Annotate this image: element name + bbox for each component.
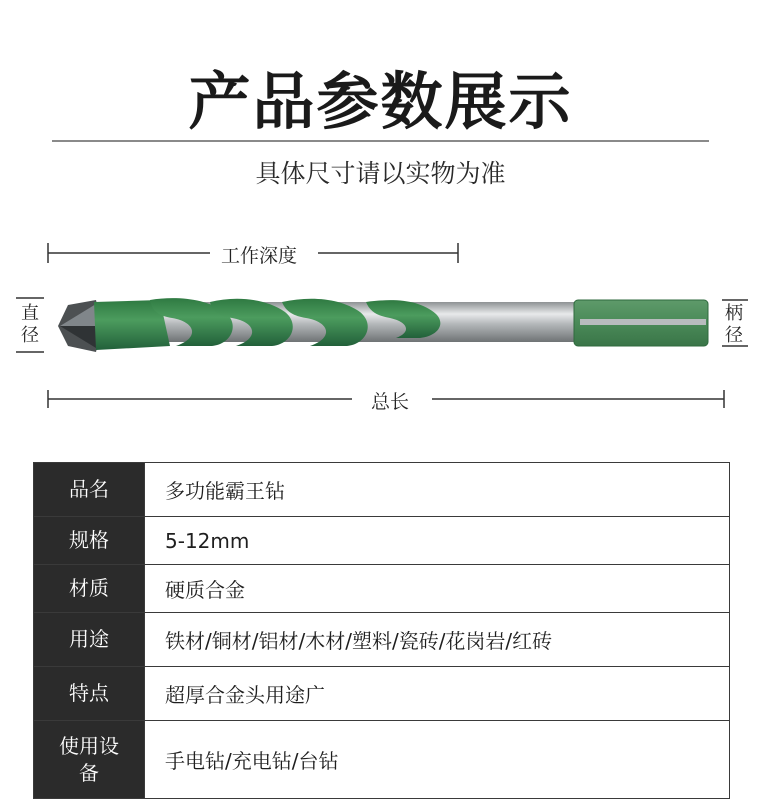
param-key: 用途 xyxy=(34,613,145,667)
diameter-label: 直径 xyxy=(21,303,39,346)
param-key: 品名 xyxy=(34,463,145,517)
param-key: 材质 xyxy=(34,565,145,613)
param-key: 使用设备 xyxy=(34,721,145,799)
param-key: 规格 xyxy=(34,517,145,565)
params-table xyxy=(33,462,730,799)
param-value: 硬质合金 xyxy=(145,565,730,613)
drill-shank xyxy=(574,300,708,346)
table-row xyxy=(34,565,730,613)
param-key: 特点 xyxy=(34,667,145,721)
param-value: 铁材/铜材/铝材/木材/塑料/瓷砖/花岗岩/红砖 xyxy=(145,613,730,667)
table-row xyxy=(34,613,730,667)
total-length-label: 总长 xyxy=(371,387,409,414)
table-row xyxy=(34,667,730,721)
param-value: 超厚合金头用途广 xyxy=(145,667,730,721)
param-value: 5-12mm xyxy=(145,517,730,565)
shank-label: 柄径 xyxy=(725,303,743,346)
page-title: 产品参数展示 xyxy=(188,65,573,138)
table-row xyxy=(34,517,730,565)
table-row xyxy=(34,463,730,517)
param-value: 多功能霸王钻 xyxy=(145,463,730,517)
param-value: 手电钻/充电钻/台钻 xyxy=(145,721,730,799)
page-subtitle: 具体尺寸请以实物为准 xyxy=(255,159,506,188)
table-row xyxy=(34,721,730,799)
depth-label: 工作深度 xyxy=(221,241,297,268)
